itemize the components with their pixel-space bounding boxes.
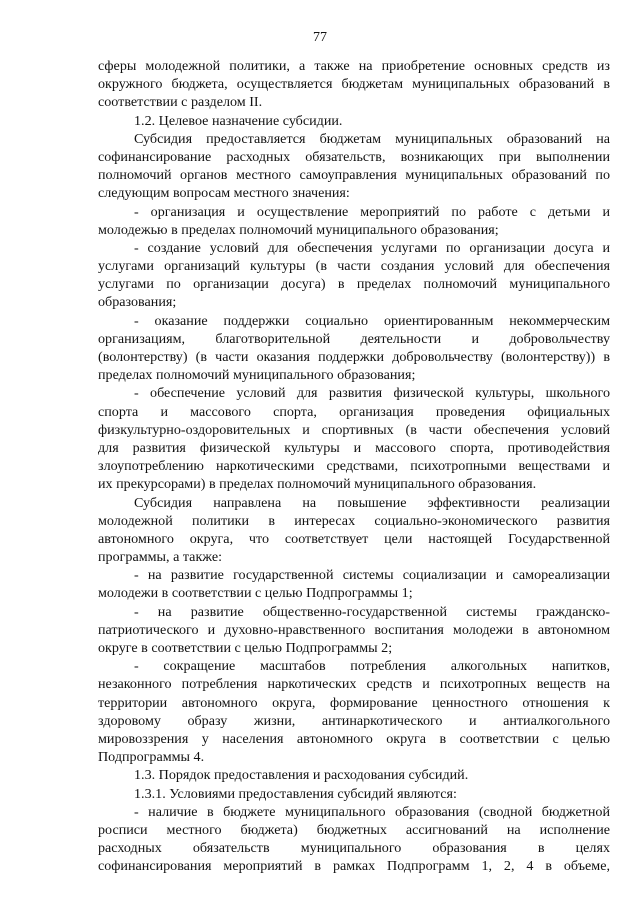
text-line: - сокращение масштабов потребления алкогольных напитков, (134, 658, 610, 675)
text-line: - на развитие государственной системы социализации и самореализации (134, 567, 610, 584)
text-line: автономного округа, что соответствует цели настоящей Государственной (98, 530, 610, 547)
document-body (98, 57, 610, 875)
text-line: росписи местного бюджета) бюджетных ассигнований на исполнение (98, 821, 610, 838)
text-line: следующим вопросам местного значения: (98, 185, 350, 202)
text-line: 1.3.1. Условиями предоставления субсидий являются: (134, 785, 457, 802)
text-line: пределах полномочий муниципального образования; (98, 367, 416, 384)
text-line: услугами по организации досуга) в пределах полномочий муниципального (98, 276, 610, 293)
text-line: окружного бюджета, осуществляется бюджетам муниципальных образований в (98, 76, 610, 93)
text-line: организациям, благотворительной деятельности и добровольчеству (98, 330, 610, 347)
text-line: Субсидия предоставляется бюджетам муниципальных образований на (134, 130, 610, 147)
text-line: - оказание поддержки социально ориентированным некоммерческим (134, 312, 610, 329)
text-line: - организация и осуществление мероприятий по работе с детьми и (134, 203, 610, 220)
text-line: софинансирование расходных обязательств, возникающих при выполнении (98, 148, 610, 165)
text-line: незаконного потребления наркотических средств и психотропных веществ на (98, 676, 610, 693)
text-line: 1.2. Целевое назначение субсидии. (134, 112, 343, 129)
text-line: округе в соответствии с целью Подпрограммы 2; (98, 640, 393, 656)
text-line: программы, а также: (98, 549, 223, 566)
text-line: Подпрограммы 4. (98, 749, 205, 766)
text-line: 1.3. Порядок предоставления и расходования субсидий. (134, 767, 469, 784)
text-line: Субсидия направлена на повышение эффективности реализации (134, 494, 610, 511)
text-line: территории автономного округа, формирование ценностного отношения к (98, 694, 610, 711)
page-number: 77 (313, 30, 327, 45)
text-line: молодежной политики в интересах социально-экономического развития (98, 512, 610, 529)
text-line: сферы молодежной политики, а также на приобретение основных средств из (98, 58, 610, 74)
text-line: патриотического и духовно-нравственного воспитания молодежи в автономном (98, 621, 610, 638)
text-line: - обеспечение условий для развития физической культуры, школьного (134, 385, 610, 402)
text-line: соответствии с разделом II. (98, 94, 263, 111)
text-line: софинансирования мероприятий в рамках Подпрограмм 1, 2, 4 в объеме, (98, 858, 610, 875)
text-line: злоупотреблению наркотическими средствами, психотропными веществами и (98, 458, 610, 475)
text-line: их прекурсорами) в пределах полномочий муниципального образования. (98, 476, 537, 493)
text-line: мировоззрения у населения автономного округа в соответствии с целью (98, 730, 610, 747)
text-line: образования; (98, 294, 177, 311)
text-line: - наличие в бюджете муниципального образования (сводной бюджетной (134, 803, 610, 820)
text-line: физкультурно-оздоровительных и спортивных (в части обеспечения условий (98, 421, 610, 438)
text-line: услугами организаций культуры (в части создания условий для обеспечения (98, 258, 610, 275)
text-line: здоровому образу жизни, антинаркотического и антиалкогольного (98, 712, 610, 729)
text-line: для развития физической культуры и массового спорта, противодействия (98, 439, 610, 456)
text-line: молодежи в соответствии с целью Подпрограммы 1; (98, 585, 413, 602)
text-line: - создание условий для обеспечения услугами по организации досуга и (134, 239, 610, 256)
text-line: - на развитие общественно-государственной системы гражданско- (134, 603, 610, 620)
text-line: (волонтерству) (в части оказания поддержки добровольчеству (волонтерству)) в (98, 349, 610, 365)
text-line: расходных обязательств муниципального образования в целях (98, 840, 610, 857)
text-line: спорта и массового спорта, организация проведения официальных (98, 403, 610, 420)
text-line: полномочий органов местного самоуправления муниципальных образований по (98, 167, 610, 184)
text-line: молодежью в пределах полномочий муниципального образования; (98, 221, 499, 238)
